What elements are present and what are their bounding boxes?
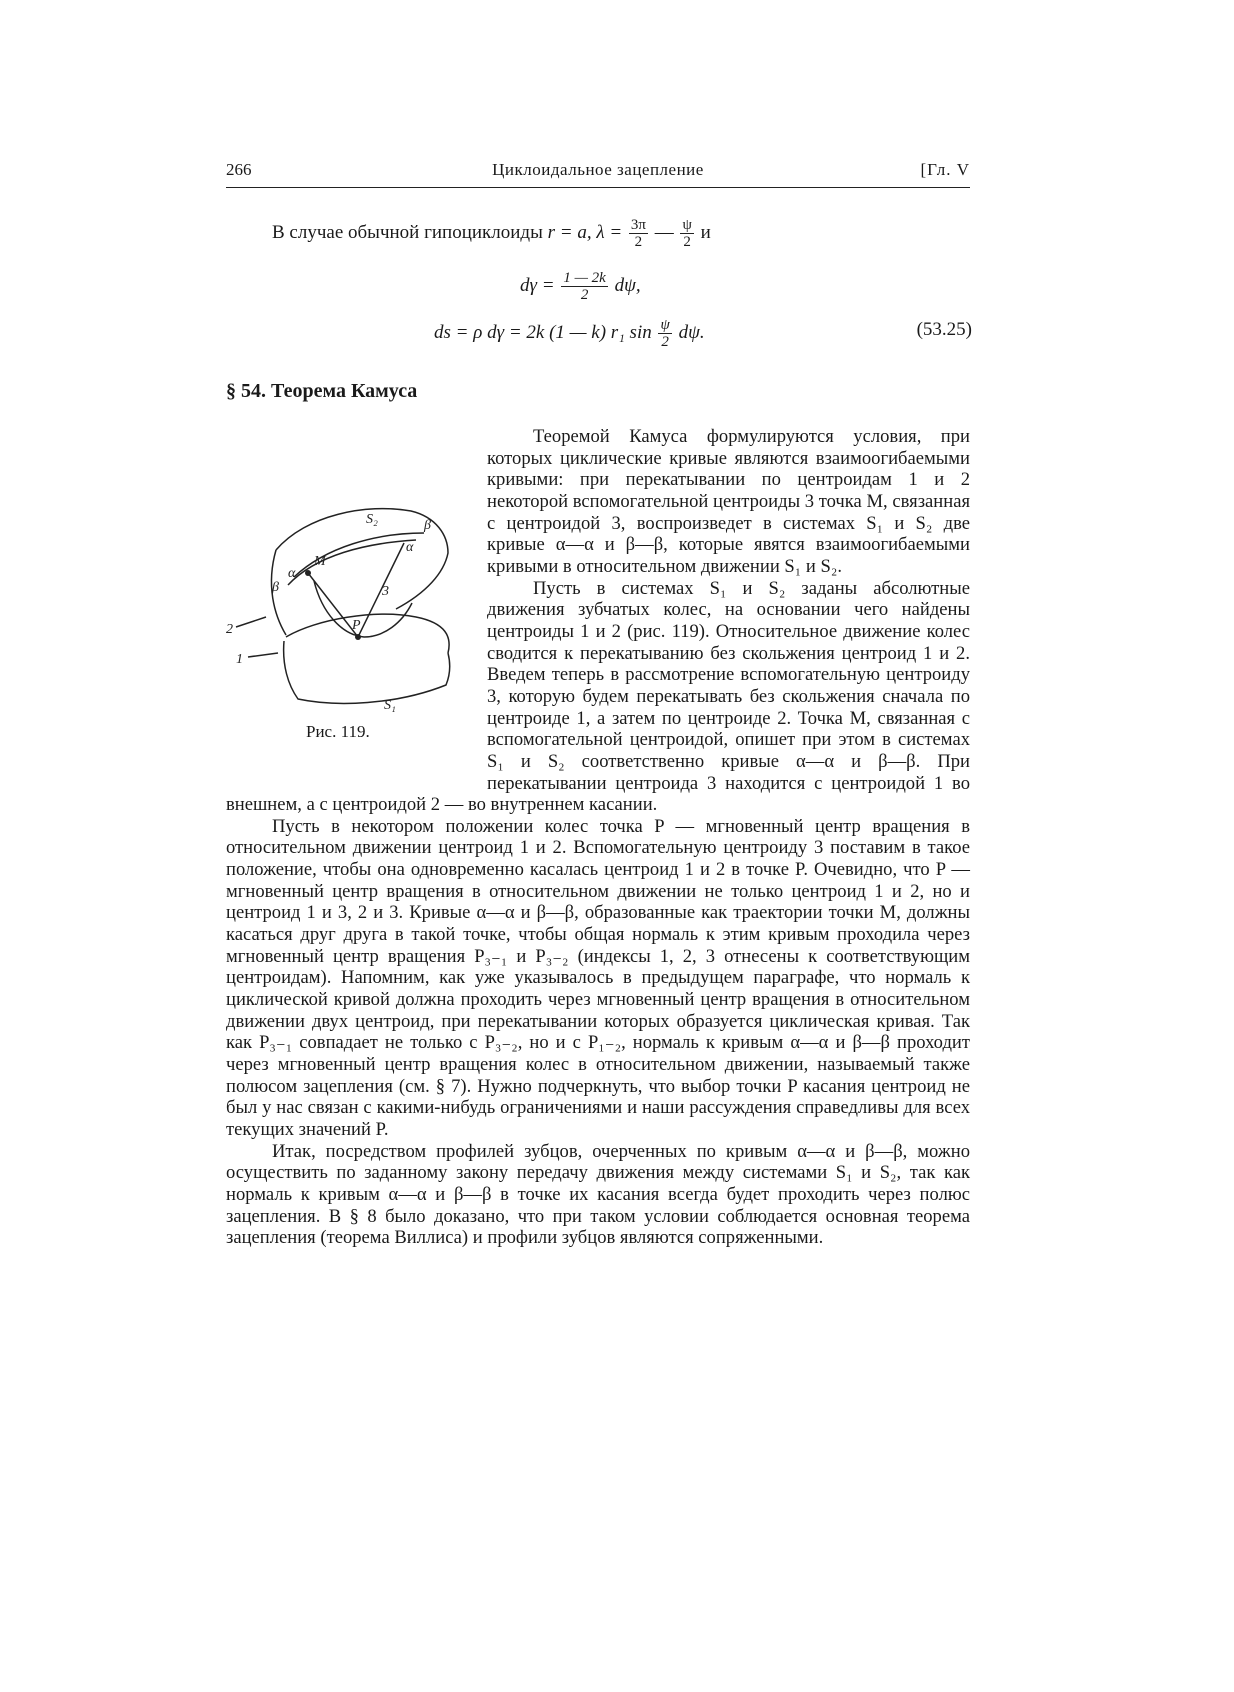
figure-caption: Рис. 119. (306, 722, 370, 741)
denominator: 2 (634, 234, 643, 250)
header-rule (226, 187, 970, 188)
ellipse-bottom (284, 641, 450, 703)
denominator: 2 (580, 287, 589, 303)
formula-dgamma (520, 270, 641, 303)
equation-number: (53.25) (916, 319, 972, 340)
fraction-3pi-2 (629, 217, 648, 250)
formula-lhs: dγ = (520, 274, 560, 296)
paragraph-4: Итак, посредством профилей зубцов, очерченных по кривым α—α и β—β, можно осуществить по заданному закону передачу движения между системами S₁ и S₂, так как нормаль к кривым α—α и β—β в точке их касания всегда будет проходить через полюс зацепления. В § 8 было доказано, что при таком условии соблюдается основная теорема зацепления (теорема Виллиса) и профили зубцов являются сопряженными. (226, 1140, 970, 1249)
minus-sign: — (649, 221, 679, 243)
numerator: 3π (630, 217, 646, 233)
label-s2: S₂ (366, 512, 378, 527)
page-number: 266 (226, 160, 252, 179)
formula-fraction (561, 270, 608, 303)
line-m-p (308, 573, 358, 637)
numerator: ψ (660, 317, 670, 333)
formula-lhs: ds = ρ dγ = 2k (1 — k) r₁ sin (434, 321, 657, 343)
formula-rhs: dψ. (673, 321, 705, 343)
leader-2 (236, 617, 266, 627)
label-s1: S₁ (384, 698, 396, 713)
point-m (305, 570, 311, 576)
paragraph-3: Пусть в некотором положении колес точка P — мгновенный центр вращения в относительном движении центроид 1 и 2. Вспомогательную центроиду 3 поставим в такое положение, чтобы она одновременно касалась центроид 1 и 2 в точке P. Очевидно, что P — мгновенный центр вращения в относительном движении не только центроид 1 и 2, но и центроид 1 и 3, 2 и 3. Кривые α—α и β—β, образованные как траектории точки M, должны касаться друг друга в такой точке, чтобы общая нормаль к этим кривым проходила через мгновенный центр вращения P₃₋₁ и P₃₋₂ (индексы 1, 2, 3 отнесены к соответствующим центроидам). Напомним, как уже указывалось в предыдущем параграфе, что нормаль к циклической кривой должна проходить через мгновенный центр вращения в относительном движении двух центроид, при перекатывании которых образуется циклическая кривая. Так как P₃₋₁ совпадает не только с P₃₋₂, но и с P₁₋₂, нормаль к кривым α—α и β—β проходит через мгновенный центр вращения колес в относительном движении, называемый также полюсом зацепления (см. § 7). Нужно подчеркнуть, что выбор точки P касания центроид не был у нас связан с какими-нибудь ограничениями и наши рассуждения справедливы для всех текущих значений P. (226, 815, 970, 1140)
label-m: M (314, 554, 326, 569)
point-p (355, 634, 361, 640)
label-alpha-left: α (288, 566, 296, 581)
numerator: ψ (682, 217, 692, 233)
denominator: 2 (683, 234, 691, 250)
paragraph-1: Теоремой Камуса формулируются условия, при которых циклические кривые являются взаимоогибаемыми кривыми: при перекатывании по центроидам 1 и 2 некоторой вспомогательной центроиды 3 точка M, связанная с центроидой 3, воспроизведет в системах S₁ и S₂ две кривые α—α и β—β, которые явятся взаимоогибаемыми кривыми в относительном движении S₁ и S₂. (487, 426, 970, 577)
intro-vars: r = a, λ = (547, 221, 627, 243)
denominator: 2 (661, 334, 669, 350)
intro-line (272, 217, 711, 250)
intro-text: В случае обычной гипоциклоиды (272, 221, 548, 243)
chapter-label: [Гл. V (920, 160, 970, 179)
label-p: P (352, 618, 361, 633)
label-beta-top: β (424, 518, 431, 533)
intro-tail: и (695, 221, 711, 243)
curve-alpha (288, 540, 416, 585)
section-title: § 54. Теорема Камуса (226, 380, 418, 402)
formula-ds (434, 317, 705, 350)
leader-1 (248, 653, 278, 657)
running-header (226, 160, 970, 182)
numerator: 1 — 2k (563, 270, 606, 286)
label-beta-left: β (272, 580, 279, 595)
label-2: 2 (226, 622, 233, 637)
label-3: 3 (382, 584, 389, 599)
running-title: Циклоидальное зацепление (492, 160, 704, 179)
figure-119 (226, 485, 472, 755)
formula-fraction (658, 317, 671, 350)
label-alpha-right: α (406, 540, 414, 555)
label-1: 1 (236, 652, 243, 667)
paragraph-2: Пусть в системах S₁ и S₂ заданы абсолютные движения зубчатых колес, на основании чего найдены центроиды 1 и 2 (рис. 119). Относительное движение колес сводится к перекатыванию без скольжения центроид 1 и 2. Введем теперь в рассмотрение вспомогательную центроиду 3, которую будем перекатывать без скольжения сначала по центроиде 1, а затем по центроиде 2. Точка M, связанная с вспомогательной центроидой, опишет при этом в системах S₁ и S₂ соответственно кривые α—α и β—β. При перекатывании центроида 3 находится с центроидой 1 во внешнем, а с центроидой 2 — во внутреннем касании. (226, 577, 970, 816)
surface-s2-outline (276, 509, 448, 609)
ellipse-top (286, 614, 449, 653)
fraction-psi-2 (680, 217, 693, 250)
formula-rhs: dψ, (609, 274, 641, 296)
